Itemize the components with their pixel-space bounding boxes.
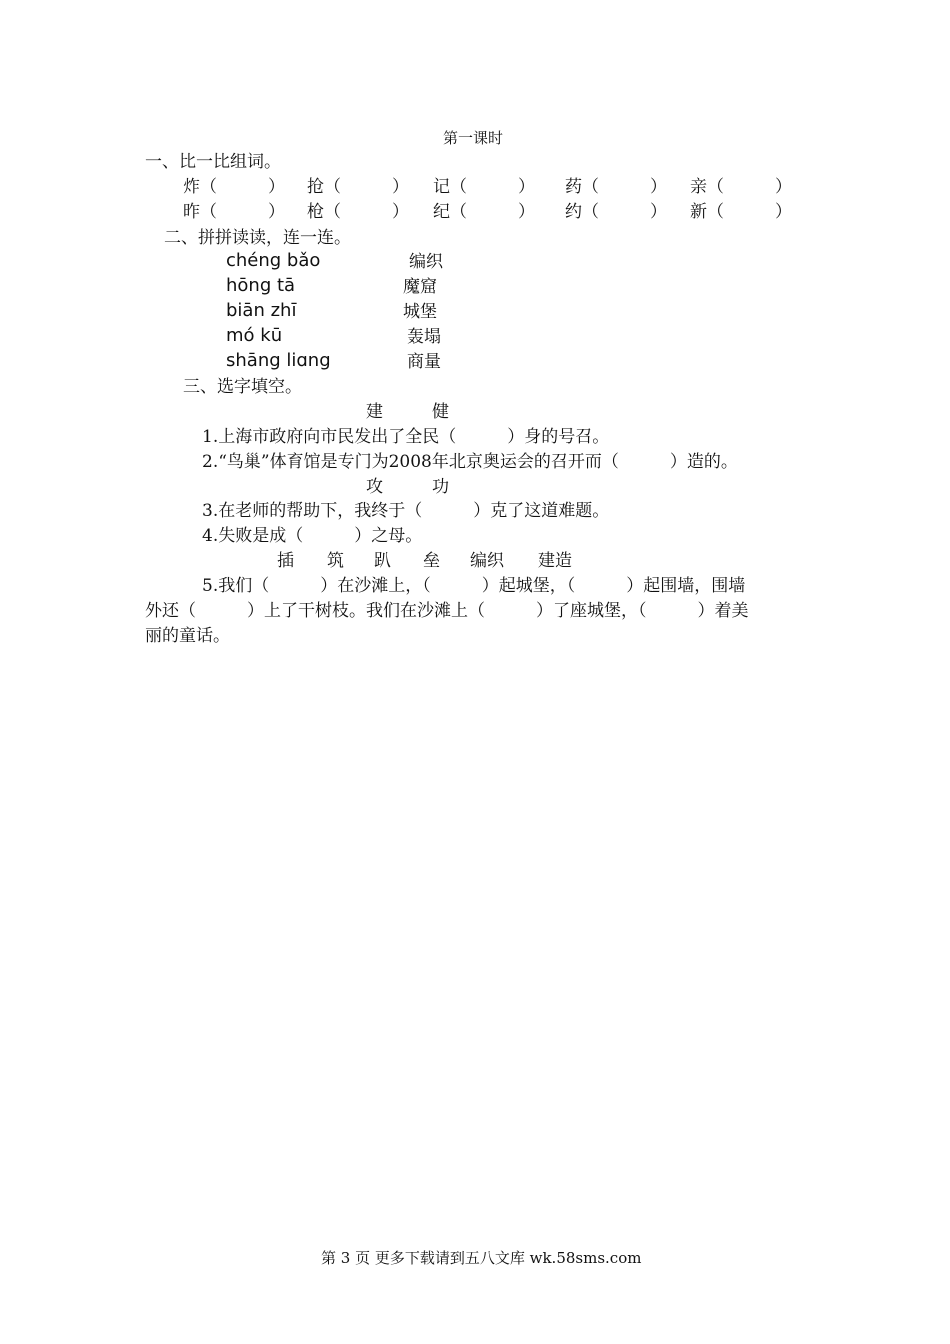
word-item: 魔窟 (403, 277, 437, 297)
question-5-line: 外还（ ）上了干树枝。我们在沙滩上（ ）了座城堡，（ ）着美 (145, 601, 749, 621)
word-group-item: 记（ ） (433, 177, 535, 197)
choice-char: 功 (432, 477, 449, 497)
word-group-item: 枪（ ） (307, 202, 409, 222)
pinyin-item: biān zhī (226, 300, 297, 321)
word-item: 商量 (407, 352, 441, 372)
word-group-item: 抢（ ） (307, 177, 409, 197)
question-4: 4.失败是成（ ）之母。 (202, 526, 423, 546)
word-group-item: 药（ ） (565, 177, 667, 197)
choice-word: 建造 (538, 551, 572, 571)
word-item: 编织 (409, 252, 443, 272)
word-group-item: 炸（ ） (183, 177, 285, 197)
pinyin-item: mó kū (226, 325, 283, 346)
section2-heading: 二、拼拼读读，连一连。 (164, 228, 351, 248)
choice-char: 健 (432, 402, 449, 422)
choice-word: 编织 (470, 551, 504, 571)
choice-char: 攻 (366, 477, 383, 497)
question-2: 2.“鸟巢”体育馆是专门为2008年北京奥运会的召开而（ ）造的。 (202, 452, 738, 472)
word-group-item: 约（ ） (565, 202, 667, 222)
choice-char: 建 (366, 402, 383, 422)
pinyin-item: chéng bǎo (226, 250, 321, 271)
question-1: 1.上海市政府向市民发出了全民（ ）身的号召。 (202, 427, 610, 447)
lesson-title: 第一课时 (443, 129, 504, 147)
word-group-item: 纪（ ） (433, 202, 535, 222)
question-5-line: 丽的童话。 (145, 626, 230, 646)
word-group-item: 新（ ） (690, 202, 792, 222)
question-3: 3.在老师的帮助下，我终于（ ）克了这道难题。 (202, 501, 610, 521)
section3-heading: 三、选字填空。 (183, 377, 302, 397)
pinyin-item: shāng liɑng (226, 350, 331, 371)
choice-word: 趴 (374, 551, 391, 571)
question-5-line: 5.我们（ ）在沙滩上，（ ）起城堡，（ ）起围墙，围墙 (202, 576, 746, 596)
choice-word: 插 (277, 551, 294, 571)
section1-heading: 一、比一比组词。 (145, 152, 281, 172)
page-footer: 第 3 页 更多下载请到五八文库 wk.58sms.com (321, 1249, 642, 1267)
word-item: 轰塌 (407, 327, 441, 347)
pinyin-item: hōng tā (226, 275, 296, 296)
choice-word: 筑 (327, 551, 344, 571)
word-item: 城堡 (403, 302, 437, 322)
word-group-item: 亲（ ） (690, 177, 792, 197)
choice-word: 垒 (423, 551, 440, 571)
word-group-item: 昨（ ） (183, 202, 285, 222)
